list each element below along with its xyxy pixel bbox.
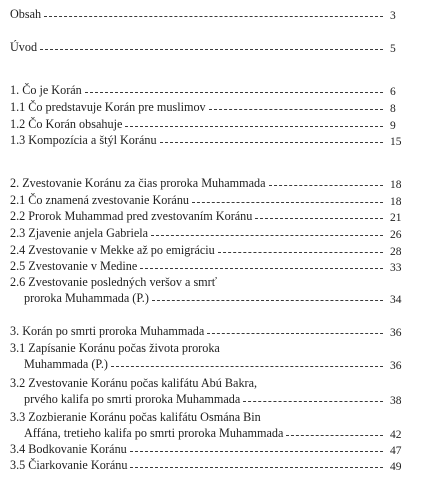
toc-entry-page: 6 — [390, 86, 396, 98]
dot-leader — [255, 217, 383, 219]
toc-entry-title: 3. Korán po smrti proroka Muhammada — [10, 324, 205, 338]
toc-entry-3-3 — [10, 409, 386, 425]
dot-leader — [85, 91, 383, 93]
toc-entry-2 — [10, 175, 402, 191]
toc-entry-1-1 — [10, 99, 396, 115]
toc-entry-page: 47 — [390, 445, 402, 457]
toc-entry-2-4 — [10, 242, 402, 258]
toc-entry-2-6-cont — [24, 290, 402, 306]
toc-entry-page: 26 — [390, 229, 402, 241]
toc-entry-title: 2.3 Zjavenie anjela Gabriela — [10, 226, 149, 240]
toc-entry-page: 38 — [390, 395, 402, 407]
toc-entry-title: Obsah — [10, 7, 42, 21]
toc-entry-title: 2.2 Prorok Muhammad pred zvestovaním Koránu — [10, 209, 253, 223]
toc-entry-title: prvého kalifa po smrti proroka Muhammada — [24, 392, 241, 406]
toc-entry-1-2 — [10, 116, 396, 132]
toc-entry-title: 1. Čo je Korán — [10, 83, 82, 97]
toc-entry-page: 36 — [390, 360, 402, 372]
dot-leader — [111, 365, 383, 367]
toc-entry-page: 49 — [390, 461, 402, 473]
toc-entry-title: proroka Muhammada (P.) — [24, 291, 149, 305]
dot-leader — [192, 201, 383, 203]
toc-entry-3-5 — [10, 457, 402, 473]
toc-entry-title: 2.6 Zvestovanie posledných veršov a smrť — [10, 275, 217, 289]
dot-leader — [209, 108, 383, 110]
dot-leader — [243, 400, 383, 402]
toc-entry-3-4 — [10, 441, 402, 457]
toc-entry-3 — [10, 323, 402, 339]
dot-leader — [130, 450, 383, 452]
toc-entry-2-1 — [10, 192, 402, 208]
toc-entry-title: 3.3 Zozbieranie Koránu počas kalifátu Osmána Bin — [10, 410, 261, 424]
toc-entry-title: 1.1 Čo predstavuje Korán pre muslimov — [10, 100, 206, 114]
toc-entry-title: 2.5 Zvestovanie v Medine — [10, 259, 138, 273]
toc-entry-title: 2.1 Čo znamená zvestovanie Koránu — [10, 193, 190, 207]
dot-leader — [269, 184, 383, 186]
toc-entry-title: 2.4 Zvestovanie v Mekke až po emigráciu — [10, 243, 215, 257]
toc-entry-page: 33 — [390, 262, 402, 274]
dot-leader — [152, 299, 383, 301]
dot-leader — [44, 15, 383, 17]
toc-entry-page: 42 — [390, 429, 402, 441]
toc-entry-title: Úvod — [10, 40, 38, 54]
toc-entry-1-3 — [10, 132, 402, 148]
toc-entry-page: 18 — [390, 196, 402, 208]
toc-entry-page: 34 — [390, 294, 402, 306]
dot-leader — [207, 332, 383, 334]
toc-entry-2-5 — [10, 258, 402, 274]
toc-entry-title: Affána, tretieho kalifa po smrti proroka Muhammada — [24, 426, 284, 440]
toc-entry-page: 36 — [390, 327, 402, 339]
toc-entry-title: 3.1 Zapísanie Koránu počas života proroka — [10, 341, 220, 355]
toc-entry-page: 8 — [390, 103, 396, 115]
dot-leader — [130, 466, 383, 468]
toc-entry-title: 1.2 Čo Korán obsahuje — [10, 117, 123, 131]
toc-entry-3-2 — [10, 375, 386, 391]
toc-entry-2-6 — [10, 274, 386, 290]
toc-entry-uvod — [10, 39, 396, 55]
dot-leader — [218, 251, 383, 253]
dot-leader — [286, 434, 383, 436]
dot-leader — [140, 267, 383, 269]
dot-leader — [125, 125, 383, 127]
toc-entry-title: 1.3 Kompozícia a štýl Koránu — [10, 133, 157, 147]
toc-entry-2-3 — [10, 225, 402, 241]
toc-entry-page: 15 — [390, 136, 402, 148]
toc-entry-page: 9 — [390, 120, 396, 132]
toc-entry-page: 5 — [390, 43, 396, 55]
toc-entry-obsah — [10, 6, 396, 22]
dot-leader — [151, 234, 383, 236]
toc-entry-3-1 — [10, 340, 386, 356]
toc-entry-2-2 — [10, 208, 402, 224]
toc-entry-title: Muhammada (P.) — [24, 357, 108, 371]
toc-entry-title: 3.5 Čiarkovanie Koránu — [10, 458, 128, 472]
toc-entry-page: 3 — [390, 10, 396, 22]
toc-entry-page: 28 — [390, 246, 402, 258]
dot-leader — [160, 141, 383, 143]
toc-entry-page: 18 — [390, 179, 402, 191]
toc-entry-3-3-cont — [24, 425, 402, 441]
toc-entry-title: 2. Zvestovanie Koránu za čias proroka Muhammada — [10, 176, 266, 190]
toc-entry-3-2-cont — [24, 391, 402, 407]
toc-entry-title: 3.4 Bodkovanie Koránu — [10, 442, 127, 456]
toc-entry-1 — [10, 82, 396, 98]
toc-entry-page: 21 — [390, 212, 402, 224]
toc-entry-3-1-cont — [24, 356, 402, 372]
dot-leader — [40, 48, 383, 50]
toc-entry-title: 3.2 Zvestovanie Koránu počas kalifátu Abú Bakra, — [10, 376, 258, 390]
